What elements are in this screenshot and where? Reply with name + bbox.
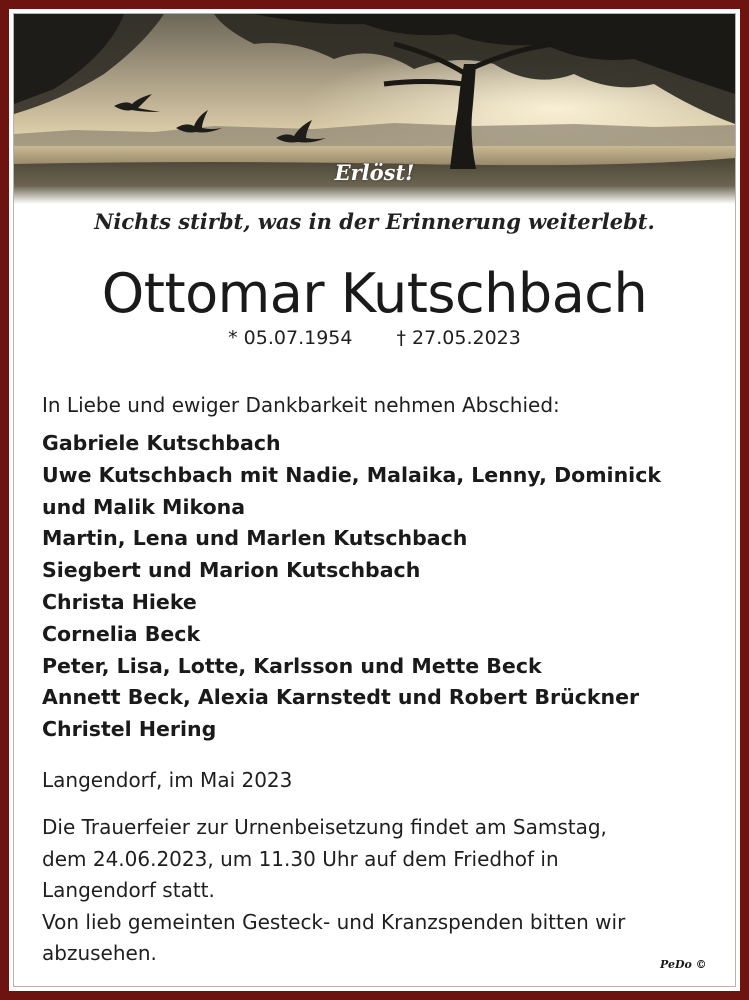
mourner-line: Cornelia Beck <box>42 621 201 646</box>
deceased-name: Ottomar Kutschbach <box>101 262 648 325</box>
ceremony-line: Von lieb gemeinten Gesteck- und Kranzspenden bitten wir <box>42 909 626 934</box>
mourner-line: Siegbert und Marion Kutschbach <box>42 558 421 583</box>
mourner-line: Christel Hering <box>42 717 217 742</box>
motto: Nichts stirbt, was in der Erinnerung weiterlebt. <box>94 209 655 234</box>
designer-signature: PeDo © <box>660 958 707 971</box>
ceremony-line: Langendorf statt. <box>42 878 215 902</box>
ceremony-notice <box>42 812 722 970</box>
mourner-line: Gabriele Kutschbach <box>42 431 281 455</box>
mourner-line: Peter, Lisa, Lotte, Karlsson und Mette Beck <box>42 653 542 678</box>
mourner-line: Uwe Kutschbach mit Nadie, Malaika, Lenny, Dominick <box>42 462 661 487</box>
mourning-intro: In Liebe und ewiger Dankbarkeit nehmen Abschied: <box>42 393 560 417</box>
death-date: † 27.05.2023 <box>396 327 521 349</box>
mourner-line: Martin, Lena und Marlen Kutschbach <box>42 526 468 551</box>
mourner-line: und Malik Mikona <box>42 494 246 519</box>
place-date: Langendorf, im Mai 2023 <box>42 768 293 792</box>
mourners-list <box>42 428 722 746</box>
photo-caption: Erlöst! <box>334 160 415 185</box>
life-dates <box>14 327 735 349</box>
ceremony-line: dem 24.06.2023, um 11.30 Uhr auf dem Friedhof in <box>42 846 559 871</box>
ceremony-line: abzusehen. <box>42 941 157 965</box>
mourner-line: Christa Hieke <box>42 589 197 614</box>
mourner-line: Annett Beck, Alexia Karnstedt und Robert Brückner <box>42 685 640 710</box>
birth-date: * 05.07.1954 <box>228 327 353 349</box>
ceremony-line: Die Trauerfeier zur Urnenbeisetzung findet am Samstag, <box>42 815 607 839</box>
